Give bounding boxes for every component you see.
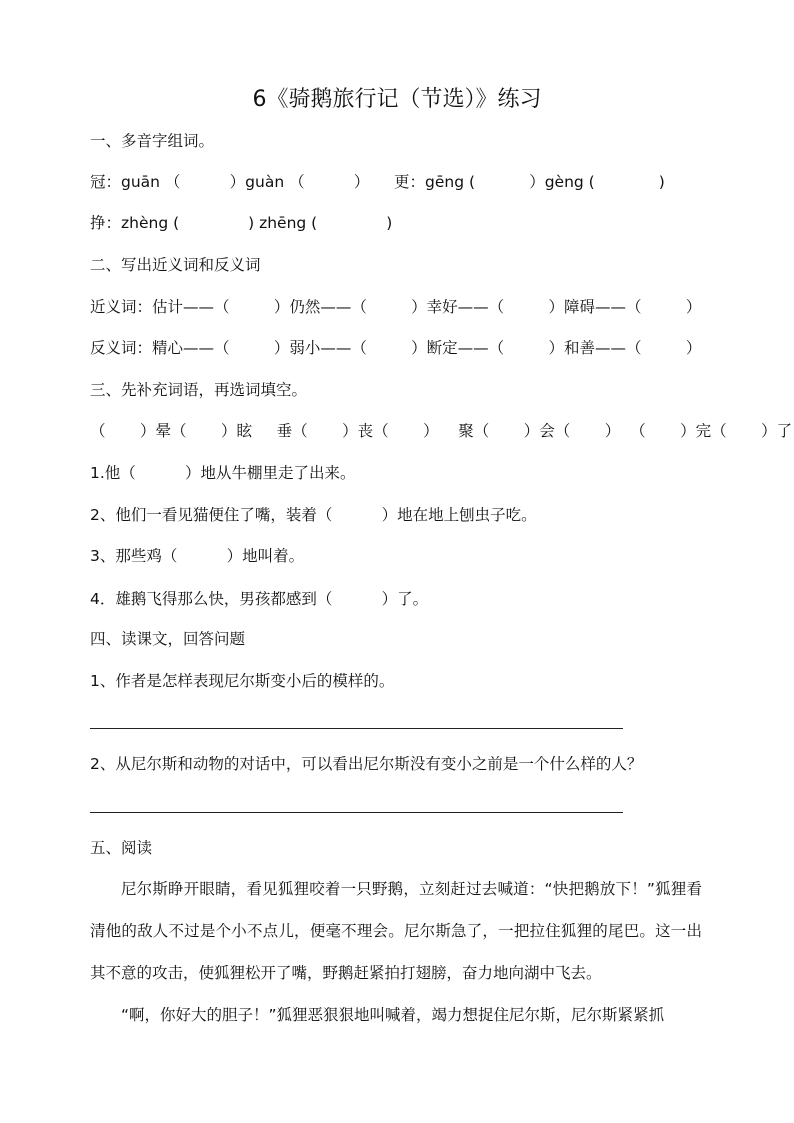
fill-blank-question-2: 2、他们一看见猫便住了嘴，装着（ ）地在地上刨虫子吃。 [90, 506, 537, 524]
polyphone-line-2: 挣：zhèng ( ) zhēng ( ) [90, 214, 393, 232]
reading-question-2: 2、从尼尔斯和动物的对话中，可以看出尼尔斯没有变小之前是一个什么样的人？ [90, 755, 643, 773]
synonyms-line: 近义词：估计——（ ）仍然——（ ）幸好——（ ）障碍——（ ） [90, 298, 702, 316]
answer-line-1[interactable] [90, 728, 623, 729]
section-1-heading: 一、多音字组词。 [90, 132, 215, 150]
word-completion-line: （ ）晕（ ）眩 垂（ ）丧（ ） 聚（ ）会（ ） （ ）完（ ）了 [90, 422, 793, 440]
section-2-heading: 二、写出近义词和反义词 [90, 256, 261, 274]
answer-line-2[interactable] [90, 812, 623, 813]
page-title: 6《骑鹅旅行记（节选）》练习 [252, 87, 542, 112]
passage-paragraph-1: 尼尔斯睁开眼睛，看见狐狸咬着一只野鹅，立刻赶过去喊道：“快把鹅放下！”狐狸看清他的敌人不过是个小不点儿，便毫不理会。尼尔斯急了，一把拉住狐狸的尾巴。这一出其不意的攻击，使狐狸松开了嘴，野鹅赶紧拍打翅膀，奋力地向湖中飞去。 [90, 880, 702, 982]
section-3-heading: 三、先补充词语，再选词填空。 [90, 381, 308, 399]
fill-blank-question-4: 4．雄鹅飞得那么快，男孩都感到（ ）了。 [90, 590, 429, 608]
reading-question-1: 1、作者是怎样表现尼尔斯变小后的模样的。 [90, 672, 395, 690]
section-4-heading: 四、读课文，回答问题 [90, 630, 246, 648]
polyphone-line-1: 冠：guān （ ）guàn （ ） 更：gēng ( ）gèng ( ) [90, 173, 665, 191]
fill-blank-question-3: 3、那些鸡（ ）地叫着。 [90, 547, 305, 565]
section-5-heading: 五、阅读 [90, 839, 153, 857]
reading-passage [90, 868, 702, 1036]
passage-paragraph-2: “啊，你好大的胆子！”狐狸恶狠狠地叫喊着，竭力想捉住尼尔斯，尼尔斯紧紧抓 [121, 1006, 665, 1024]
antonyms-line: 反义词：精心——（ ）弱小——（ ）断定——（ ）和善——（ ） [90, 339, 702, 357]
fill-blank-question-1: 1.他（ ）地从牛棚里走了出来。 [90, 464, 356, 482]
